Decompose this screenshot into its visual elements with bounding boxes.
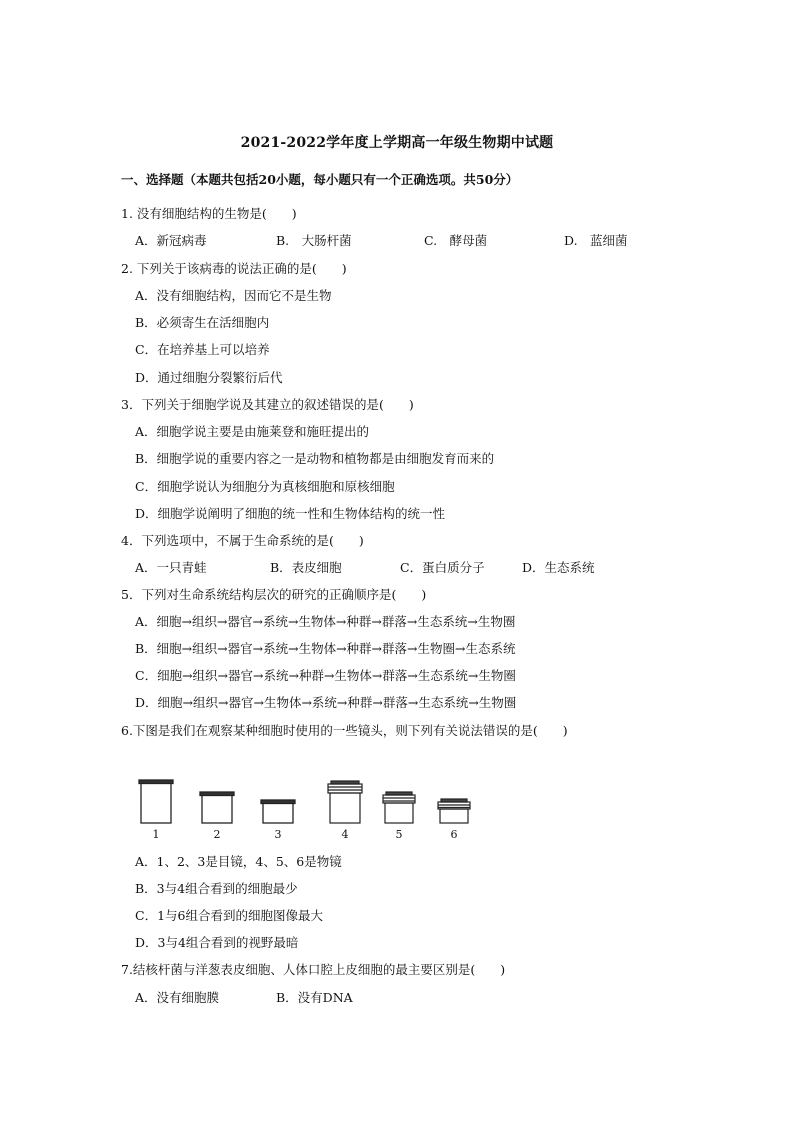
lens-figure [135,775,480,831]
question-2-stem: 2. 下列关于该病毒的说法正确的是( ) [121,261,347,276]
question-4-option-a: A．一只青蛙 [135,560,207,575]
question-6-option-a: A．1、2、3是目镜，4、5、6是物镜 [135,854,342,869]
lens-label-6: 6 [450,828,458,841]
lens-5-objective-icon [383,792,415,823]
question-1-stem: 1. 没有细胞结构的生物是( ) [121,206,297,221]
question-7-option-a: A．没有细胞膜 [135,990,220,1005]
question-6-option-b: B．3与4组合看到的细胞最少 [135,881,298,896]
question-5-option-d: D．细胞→组织→器官→生物体→系统→种群→群落→生态系统→生物圈 [135,695,517,710]
question-4-option-c: C．蛋白质分子 [400,560,485,575]
question-1-option-b: B. 大肠杆菌 [276,233,352,248]
question-3-option-c: C．细胞学说认为细胞分为真核细胞和原核细胞 [135,479,395,494]
lens-6-objective-icon [438,799,470,823]
section-heading: 一、选择题（本题共包括20小题，每小题只有一个正确选项。共50分） [121,172,519,187]
lens-label-4: 4 [341,828,349,841]
question-2-option-d: D．通过细胞分裂繁衍后代 [135,370,283,385]
question-6-option-c: C．1与6组合看到的细胞图像最大 [135,908,323,923]
lens-label-5: 5 [395,828,403,841]
lens-label-1: 1 [152,828,160,841]
question-4-stem: 4．下列选项中，不属于生命系统的是( ) [121,533,364,548]
question-2-option-a: A．没有细胞结构，因而它不是生物 [135,288,332,303]
question-6-option-d: D．3与4组合看到的视野最暗 [135,935,299,950]
lens-2-eyepiece-icon [200,792,234,823]
lens-4-objective-icon [328,781,362,823]
lens-1-eyepiece-icon [139,780,173,823]
question-3-stem: 3．下列关于细胞学说及其建立的叙述错误的是( ) [121,397,414,412]
question-4-option-b: B．表皮细胞 [270,560,342,575]
question-5-option-c: C．细胞→组织→器官→系统→种群→生物体→群落→生态系统→生物圈 [135,668,516,683]
question-1-option-a: A．新冠病毒 [135,233,207,248]
question-5-stem: 5．下列对生命系统结构层次的研究的正确顺序是( ) [121,587,427,602]
question-1-option-d: D. 蓝细菌 [564,233,628,248]
question-2-option-b: B．必须寄生在活细胞内 [135,315,270,330]
question-4-option-d: D．生态系统 [522,560,595,575]
lens-3-eyepiece-icon [261,800,295,823]
question-3-option-b: B．细胞学说的重要内容之一是动物和植物都是由细胞发育而来的 [135,451,495,466]
question-2-option-c: C．在培养基上可以培养 [135,342,270,357]
lens-label-3: 3 [274,828,282,841]
question-1-option-c: C. 酵母菌 [424,233,488,248]
page-title: 2021-2022学年度上学期高一年级生物期中试题 [240,135,554,151]
question-3-option-a: A．细胞学说主要是由施莱登和施旺提出的 [135,424,370,439]
question-7-option-b: B．没有DNA [276,990,353,1005]
question-6-stem: 6.下图是我们在观察某种细胞时使用的一些镜头，则下列有关说法错误的是( ) [121,723,568,738]
question-5-option-a: A．细胞→组织→器官→系统→生物体→种群→群落→生态系统→生物圈 [135,614,516,629]
question-5-option-b: B．细胞→组织→器官→系统→生物体→种群→群落→生物圈→生态系统 [135,641,516,656]
question-3-option-d: D．细胞学说阐明了细胞的统一性和生物体结构的统一性 [135,506,446,521]
question-7-stem: 7.结核杆菌与洋葱表皮细胞、人体口腔上皮细胞的最主要区别是( ) [121,962,506,977]
lens-label-2: 2 [213,828,221,841]
